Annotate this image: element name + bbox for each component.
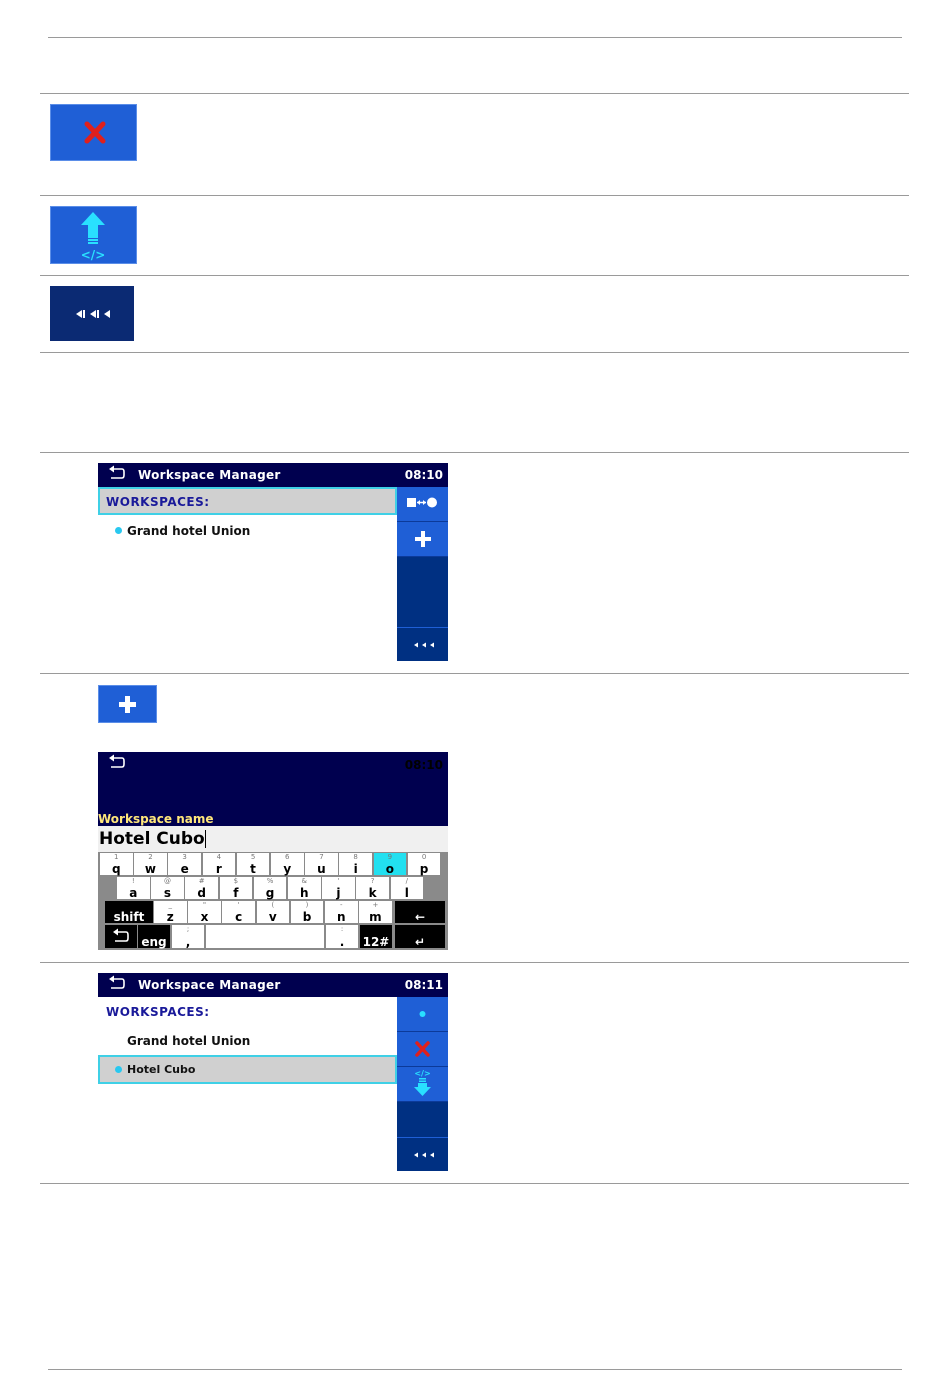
key-secondary-char: -: [339, 901, 343, 909]
key-secondary-char: %: [266, 877, 274, 885]
key-secondary-char: 5: [250, 853, 256, 861]
shift-key[interactable]: [105, 901, 153, 923]
table-rule: [40, 673, 909, 674]
key-char: eng: [141, 935, 167, 949]
key-char: l: [404, 886, 409, 900]
key-o[interactable]: [374, 853, 407, 875]
key-s[interactable]: [151, 877, 184, 899]
key-secondary-char: +: [372, 901, 379, 909]
close-tile: [50, 104, 137, 161]
key-char: s: [163, 886, 172, 900]
key-char: q: [111, 862, 121, 876]
key-char: k: [368, 886, 377, 900]
active-bullet-icon: [115, 1066, 122, 1073]
active-bullet-icon: [115, 527, 122, 534]
key-char: h: [299, 886, 309, 900]
key-v[interactable]: [257, 901, 290, 923]
key-d[interactable]: [185, 877, 218, 899]
key-period[interactable]: [326, 925, 358, 948]
key-secondary-char: $: [233, 877, 239, 885]
add-button[interactable]: [397, 522, 448, 557]
workspace-name-entry-screen: [98, 752, 448, 950]
key-y[interactable]: [271, 853, 304, 875]
open-icon: [397, 997, 448, 1031]
key-char: u: [317, 862, 326, 876]
key-u[interactable]: [305, 853, 338, 875]
numeric-key[interactable]: [360, 925, 392, 948]
space-key[interactable]: [206, 925, 324, 948]
table-rule: [40, 93, 909, 94]
on-screen-keyboard: [98, 852, 448, 950]
add-workspace-tile: [98, 685, 157, 723]
key-secondary-char: 4: [216, 853, 222, 861]
back-icon: [105, 925, 137, 948]
key-secondary-char: 7: [319, 853, 324, 861]
key-char: g: [265, 886, 275, 900]
key-char: n: [336, 910, 346, 924]
screen-title: Workspace Manager: [138, 468, 281, 482]
screen-title: Workspace Manager: [138, 978, 281, 992]
key-char: d: [197, 886, 206, 900]
key-a[interactable]: [117, 877, 150, 899]
key-char: e: [180, 862, 189, 876]
key-secondary-char: ): [305, 901, 309, 909]
key-secondary-char: /: [405, 877, 409, 885]
key-char: p: [419, 862, 429, 876]
workspace-manager-screen-updated: [98, 973, 448, 1171]
key-e[interactable]: [168, 853, 201, 875]
import-tile: [50, 206, 137, 264]
key-secondary-char: 2: [148, 853, 153, 861]
key-secondary-char: ?: [370, 877, 375, 885]
collapse-button[interactable]: [397, 1137, 448, 1171]
delete-icon: [397, 1032, 448, 1066]
table-rule: [40, 352, 909, 353]
screen-header: [98, 752, 448, 826]
enter-key[interactable]: [395, 925, 445, 948]
language-key[interactable]: [138, 925, 170, 948]
key-char: a: [129, 886, 138, 900]
add-icon: [98, 685, 157, 723]
key-char: 12#: [362, 935, 390, 949]
key-i[interactable]: [339, 853, 372, 875]
collapse-icon: [397, 628, 448, 661]
key-h[interactable]: [288, 877, 321, 899]
workspace-item[interactable]: Grand hotel Union: [127, 1034, 251, 1048]
key-secondary-char: !: [131, 877, 135, 885]
key-secondary-char: 1: [114, 853, 119, 861]
key-g[interactable]: [254, 877, 287, 899]
collapse-menu-icon: [50, 286, 134, 341]
key-char: ←: [414, 910, 426, 924]
table-rule: [40, 195, 909, 196]
key-c[interactable]: [222, 901, 255, 923]
export-icon: [397, 1067, 448, 1101]
field-label: Workspace name: [98, 812, 214, 826]
key-char: b: [302, 910, 312, 924]
key-char: ↵: [414, 935, 426, 949]
side-menu: [397, 487, 448, 661]
key-secondary-char: ;: [186, 925, 190, 933]
key-x[interactable]: [188, 901, 221, 923]
key-secondary-char: :: [340, 925, 344, 933]
key-char: shift: [113, 910, 145, 924]
key-f[interactable]: [220, 877, 253, 899]
key-w[interactable]: [134, 853, 167, 875]
key-secondary-char: ": [202, 901, 207, 909]
key-l[interactable]: [391, 877, 424, 899]
input-value: Hotel Cubo: [99, 829, 205, 849]
key-q[interactable]: [100, 853, 133, 875]
collapse-icon: [397, 1138, 448, 1171]
export-button[interactable]: [397, 1067, 448, 1102]
collapse-tile: [50, 286, 134, 341]
collapse-button[interactable]: [397, 627, 448, 661]
key-char: m: [369, 910, 382, 924]
svg-text:</>: </>: [80, 248, 106, 262]
key-secondary-char: 3: [182, 853, 187, 861]
import-upload-icon: [50, 206, 137, 264]
screen-header: [98, 463, 448, 487]
key-m[interactable]: [359, 901, 392, 923]
key-secondary-char: 0: [421, 853, 427, 861]
key-char: x: [200, 910, 209, 924]
table-rule: [40, 962, 909, 963]
key-comma[interactable]: [172, 925, 204, 948]
key-p[interactable]: [408, 853, 441, 875]
table-rule: [40, 275, 909, 276]
key-secondary-char: 9: [387, 853, 393, 861]
key-r[interactable]: [203, 853, 236, 875]
key-secondary-char: @: [163, 877, 171, 885]
key-char: w: [144, 862, 156, 876]
open-button[interactable]: [397, 997, 448, 1032]
key-secondary-char: 6: [285, 853, 290, 861]
page-header-rule: [48, 37, 902, 38]
side-menu: [397, 997, 448, 1171]
workspaces-header: WORKSPACES:: [106, 1005, 210, 1019]
key-char: f: [233, 886, 239, 900]
key-secondary-char: _: [168, 901, 172, 909]
switch-button[interactable]: [397, 487, 448, 522]
delete-button[interactable]: [397, 1032, 448, 1067]
key-k[interactable]: [356, 877, 389, 899]
key-char: .: [339, 935, 345, 949]
table-rule: [40, 1183, 909, 1184]
key-b[interactable]: [291, 901, 324, 923]
key-secondary-char: 8: [353, 853, 358, 861]
key-char: r: [215, 862, 222, 876]
page-footer-rule: [48, 1369, 902, 1370]
table-rule: [40, 452, 909, 453]
back-icon[interactable]: [108, 754, 126, 770]
back-icon[interactable]: [108, 975, 126, 991]
key-secondary-char: ': [237, 901, 240, 909]
clock: 08:11: [404, 978, 443, 992]
clock: 08:10: [404, 758, 443, 772]
key-char: i: [353, 862, 358, 876]
key-secondary-char: #: [198, 877, 205, 885]
key-char: o: [385, 862, 394, 876]
text-cursor: [205, 830, 206, 848]
back-icon[interactable]: [108, 465, 126, 481]
key-char: c: [235, 910, 243, 924]
backspace-key[interactable]: [395, 901, 445, 923]
key-secondary-char: &: [301, 877, 307, 885]
screen-header: [98, 973, 448, 997]
key-char: ,: [185, 935, 191, 949]
key-char: y: [283, 862, 292, 876]
workspace-manager-screen: [98, 463, 448, 661]
workspace-name-input[interactable]: [98, 826, 448, 852]
key-char: v: [268, 910, 277, 924]
key-char: z: [166, 910, 174, 924]
key-t[interactable]: [237, 853, 270, 875]
workspace-item[interactable]: Hotel Cubo: [127, 1063, 196, 1076]
back-key[interactable]: [105, 925, 137, 948]
key-n[interactable]: [325, 901, 358, 923]
clock: 08:10: [404, 468, 443, 482]
switch-icon: [397, 487, 448, 521]
key-j[interactable]: [322, 877, 355, 899]
key-secondary-char: (: [271, 901, 275, 909]
key-char: j: [336, 886, 341, 900]
workspaces-header: WORKSPACES:: [106, 495, 210, 509]
key-secondary-char: ': [337, 877, 340, 885]
key-z[interactable]: [154, 901, 187, 923]
key-char: t: [250, 862, 256, 876]
workspace-item[interactable]: Grand hotel Union: [127, 524, 251, 538]
close-icon: [50, 104, 137, 161]
svg-text:</>: </>: [414, 1069, 431, 1078]
add-icon: [397, 522, 448, 556]
